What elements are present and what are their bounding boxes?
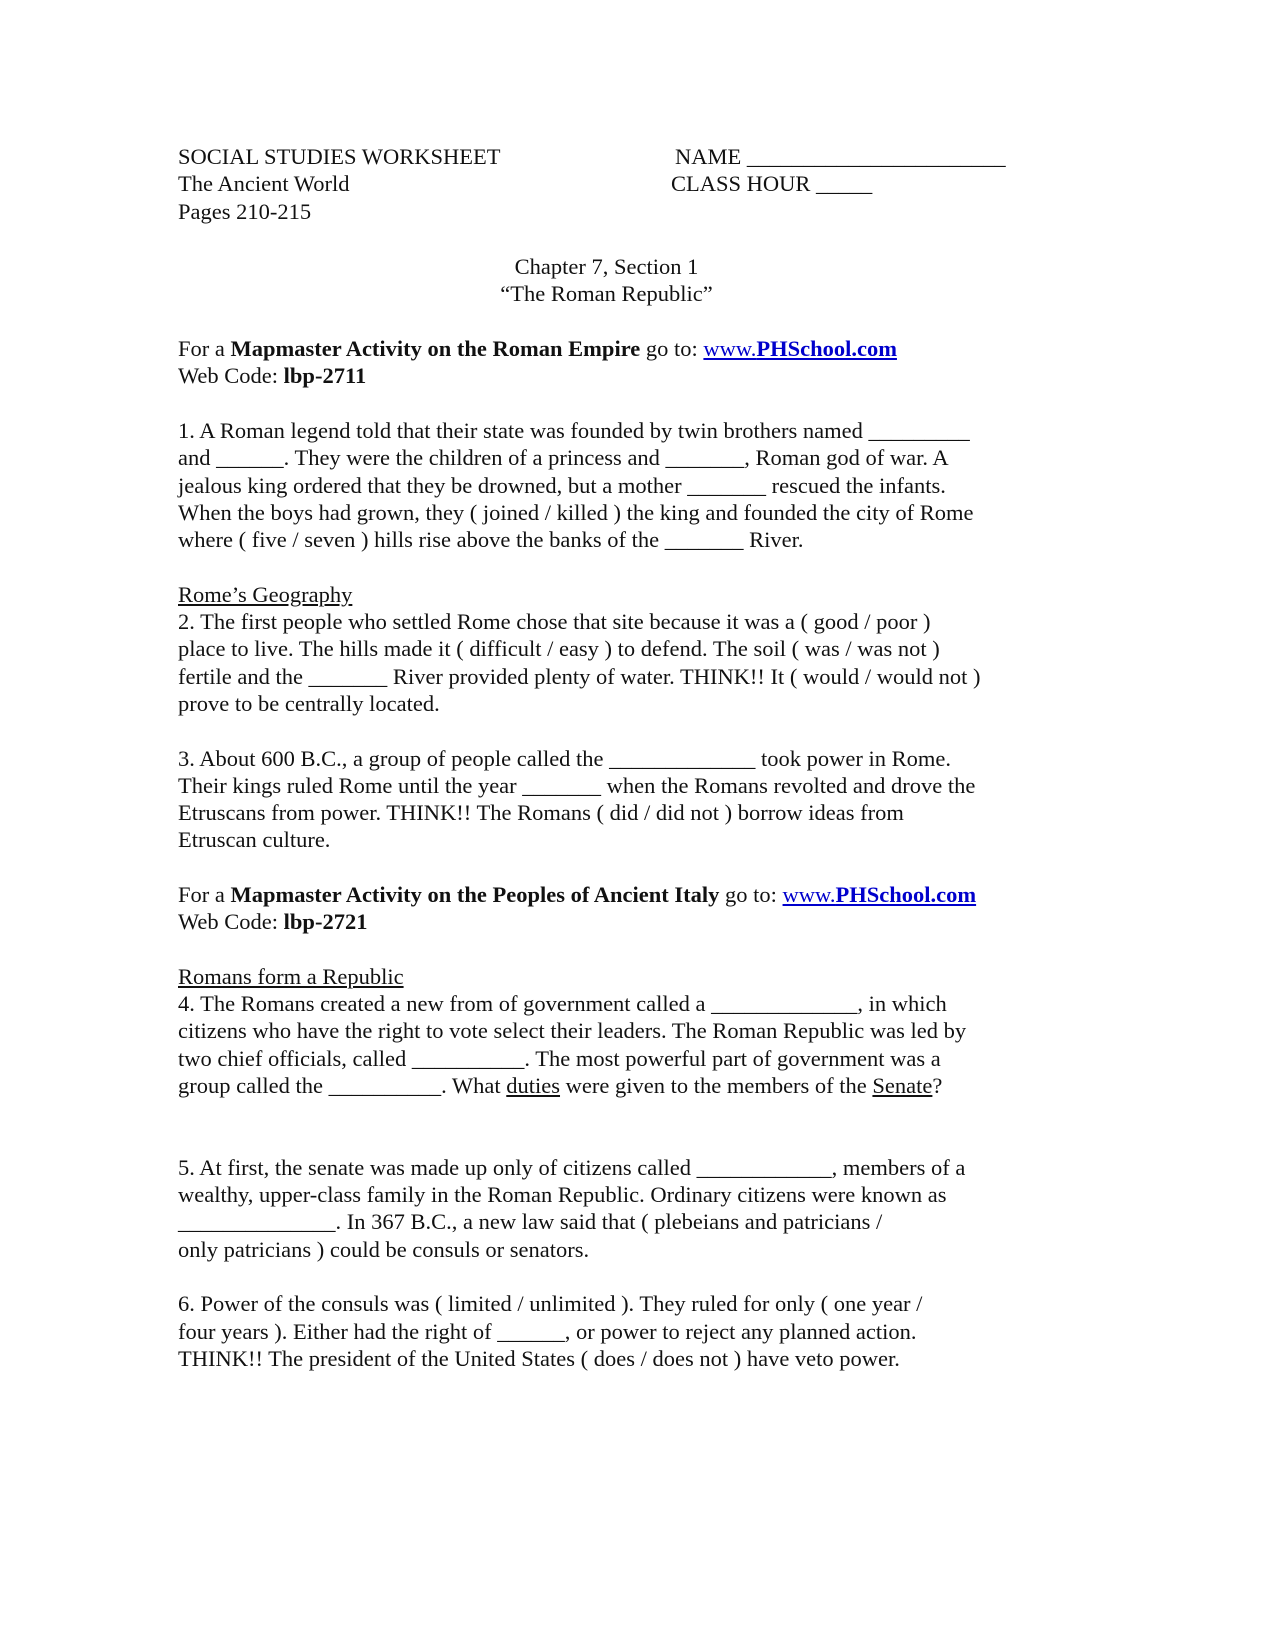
q5-line: only patricians ) could be consuls or senators.	[178, 1237, 590, 1262]
section-heading-republic: Romans form a Republic	[178, 964, 404, 989]
q2-line: prove to be centrally located.	[178, 691, 440, 716]
q4-line: citizens who have the right to vote select their leaders. The Roman Republic was led by	[178, 1018, 967, 1043]
phschool-link-2[interactable]: www.PHSchool.com	[782, 882, 977, 907]
q1-line: where ( five / seven ) hills rise above the banks of the _______ River.	[178, 527, 804, 552]
q5-line: 5. At first, the senate was made up only of citizens called ____________, members of a	[178, 1155, 966, 1180]
q1-line: When the boys had grown, they ( joined / killed ) the king and founded the city of Rome	[178, 500, 974, 525]
worksheet-title: SOCIAL STUDIES WORKSHEET	[178, 144, 501, 169]
q5-line: ______________. In 367 B.C., a new law said that ( plebeians and patricians /	[178, 1209, 883, 1234]
q5-line: wealthy, upper-class family in the Roman Republic. Ordinary citizens were known as	[178, 1182, 947, 1207]
q3-line: 3. About 600 B.C., a group of people called the _____________ took power in Rome.	[178, 746, 952, 771]
mapmaster-prefix: For a	[178, 336, 231, 361]
duties-word: duties	[506, 1073, 561, 1098]
webcode-line-2	[178, 908, 367, 936]
phschool-link-1[interactable]: www.PHSchool.com	[703, 336, 897, 361]
q4-line: group called the __________. What duties were given to the members of the Senate?	[178, 1073, 943, 1098]
q3-line: Their kings ruled Rome until the year _______ when the Romans revolted and drove the	[178, 773, 976, 798]
mapmaster-prefix: For a	[178, 882, 231, 907]
q1-line: jealous king ordered that they be drowned, but a mother _______ rescued the infants.	[178, 473, 946, 498]
mapmaster-line-2	[178, 881, 976, 909]
q4-line: 4. The Romans created a new from of government called a _____________, in which	[178, 991, 947, 1016]
q2-line: 2. The first people who settled Rome chose that site because it was a ( good / poor )	[178, 609, 931, 634]
chapter-title: “The Roman Republic”	[500, 281, 713, 306]
subject-line: The Ancient World	[178, 171, 350, 196]
q1-line: 1. A Roman legend told that their state was founded by twin brothers named _________	[178, 418, 970, 443]
q6-line: THINK!! The president of the United States ( does / does not ) have veto power.	[178, 1346, 900, 1371]
mapmaster-goto: go to:	[719, 882, 783, 907]
q2-line: place to live. The hills made it ( difficult / easy ) to defend. The soil ( was / was not )	[178, 636, 940, 661]
webcode-line-1	[178, 362, 366, 390]
webcode-value: lbp-2711	[283, 363, 367, 388]
senate-word: Senate	[872, 1073, 933, 1098]
q4-line: two chief officials, called __________. The most powerful part of government was a	[178, 1046, 941, 1071]
q3-line: Etruscans from power. THINK!! The Romans ( did / did not ) borrow ideas from	[178, 800, 904, 825]
class-hour-field: CLASS HOUR _____	[671, 171, 873, 196]
webcode-label: Web Code:	[178, 909, 284, 934]
q6-line: four years ). Either had the right of ______, or power to reject any planned action.	[178, 1319, 917, 1344]
q2-line: fertile and the _______ River provided plenty of water. THINK!! It ( would / would not )	[178, 664, 981, 689]
q1-line: and ______. They were the children of a princess and _______, Roman god of war. A	[178, 445, 949, 470]
mapmaster-activity: Mapmaster Activity on the Peoples of Ancient Italy	[230, 882, 720, 907]
section-heading-geography: Rome’s Geography	[178, 582, 353, 607]
q6-line: 6. Power of the consuls was ( limited / unlimited ). They ruled for only ( one year /	[178, 1291, 923, 1316]
mapmaster-goto: go to:	[640, 336, 704, 361]
name-field: NAME _______________________	[675, 144, 1006, 169]
pages-line: Pages 210-215	[178, 199, 312, 224]
webcode-value: lbp-2721	[283, 909, 368, 934]
webcode-label: Web Code:	[178, 363, 284, 388]
mapmaster-line-1	[178, 335, 897, 363]
q3-line: Etruscan culture.	[178, 827, 331, 852]
chapter-heading: Chapter 7, Section 1	[514, 254, 699, 279]
mapmaster-activity: Mapmaster Activity on the Roman Empire	[230, 336, 641, 361]
